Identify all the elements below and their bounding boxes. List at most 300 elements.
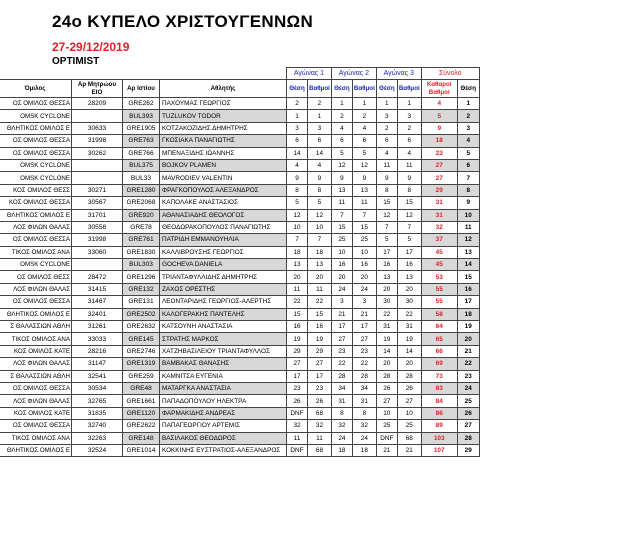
result-r2-points: 21 xyxy=(352,308,376,320)
result-r3-points: 8 xyxy=(397,184,421,196)
result-r2-points: 32 xyxy=(352,420,376,432)
table-row xyxy=(0,234,479,246)
column-header-row xyxy=(0,80,479,98)
result-athlete: ΒΑΣΙΛΑΚΟΣ ΘΕΟΔΩΡΟΣ xyxy=(160,432,287,444)
result-reg-no: 33060 xyxy=(72,246,123,258)
result-reg-no: 33033 xyxy=(72,333,123,345)
result-r1-points: 5 xyxy=(308,197,332,209)
result-sail-no: GRE1905 xyxy=(123,122,160,134)
result-rank: 24 xyxy=(457,382,479,394)
result-athlete: ΦΡΑΓΚΟΠΟΥΛΟΣ ΑΛΕΞΑΝΔΡΟΣ xyxy=(160,184,287,196)
result-net-points: 107 xyxy=(421,444,457,456)
result-r1-position: 3 xyxy=(287,122,308,134)
result-r1-position: 4 xyxy=(287,159,308,171)
result-r2-points: 31 xyxy=(352,395,376,407)
result-athlete: ΓΚΟΣΙΑΚΑ ΠΑΝΑΓΙΩΤΗΣ xyxy=(160,135,287,147)
result-rank: 23 xyxy=(457,370,479,382)
result-club: OMSK CYCLONE xyxy=(0,110,72,122)
result-r2-position: 34 xyxy=(331,382,352,394)
result-net-points: 18 xyxy=(421,135,457,147)
result-r3-points: 28 xyxy=(397,370,421,382)
table-row xyxy=(0,382,479,394)
race-header-row xyxy=(0,68,479,80)
result-club: OMSK CYCLONE xyxy=(0,159,72,171)
result-r1-position: 2 xyxy=(287,98,308,110)
result-r3-position: 4 xyxy=(376,147,397,159)
result-r1-points: 3 xyxy=(308,122,332,134)
result-r1-points: 18 xyxy=(308,246,332,258)
result-net-points: 103 xyxy=(421,432,457,444)
table-row xyxy=(0,370,479,382)
result-r1-position: 26 xyxy=(287,395,308,407)
result-r2-position: 18 xyxy=(331,444,352,456)
result-r3-position: 2 xyxy=(376,122,397,134)
col-r2-points: Βαθμοί xyxy=(352,80,376,98)
result-reg-no: 28216 xyxy=(72,345,123,357)
result-club: ΤΙΚΟΣ ΟΜΙΛΟΣ ΑΝΑ xyxy=(0,432,72,444)
result-club: ΚΟΣ ΟΜΙΛΟΣ ΚΑΤΕ xyxy=(0,345,72,357)
race-2-header: Αγώνας 2 xyxy=(331,68,376,80)
result-r2-points: 6 xyxy=(352,135,376,147)
result-reg-no: 30271 xyxy=(72,184,123,196)
result-r2-position: 4 xyxy=(331,122,352,134)
result-reg-no: 31415 xyxy=(72,283,123,295)
result-r2-points: 24 xyxy=(352,432,376,444)
table-row xyxy=(0,407,479,419)
result-r2-points: 23 xyxy=(352,345,376,357)
result-r3-points: 12 xyxy=(397,209,421,221)
result-r2-position: 15 xyxy=(331,221,352,233)
result-club: OMSK CYCLONE xyxy=(0,259,72,271)
result-net-points: 65 xyxy=(421,333,457,345)
result-reg-no: 31467 xyxy=(72,296,123,308)
result-r3-points: 4 xyxy=(397,147,421,159)
result-r1-position: 15 xyxy=(287,308,308,320)
result-r2-points: 10 xyxy=(352,246,376,258)
result-r2-points: 24 xyxy=(352,283,376,295)
result-net-points: 23 xyxy=(421,147,457,159)
result-rank: 21 xyxy=(457,345,479,357)
result-reg-no: 30558 xyxy=(72,221,123,233)
result-r2-position: 17 xyxy=(331,321,352,333)
page-title: 24ο ΚΥΠΕΛΟ ΧΡΙΣΤΟΥΓΕΝΝΩΝ xyxy=(52,12,314,31)
table-row xyxy=(0,420,479,432)
result-r2-points: 5 xyxy=(352,147,376,159)
result-rank: 17 xyxy=(457,296,479,308)
result-r2-position: 5 xyxy=(331,147,352,159)
result-r3-points: 68 xyxy=(397,432,421,444)
result-r2-position: 8 xyxy=(331,407,352,419)
result-r2-points: 25 xyxy=(352,234,376,246)
result-r3-position: 3 xyxy=(376,110,397,122)
result-reg-no: 31701 xyxy=(72,209,123,221)
result-rank: 5 xyxy=(457,147,479,159)
result-r3-points: 20 xyxy=(397,283,421,295)
result-athlete: ΠΑΠΑΓΕΩΡΓΙΟΥ ΑΡΤΕΜΙΣ xyxy=(160,420,287,432)
result-club: ΘΛΗΤΙΚΟΣ ΟΜΙΛΟΣ Ε xyxy=(0,444,72,456)
result-r1-position: 8 xyxy=(287,184,308,196)
result-athlete: ΠΑΠΑΔΟΠΟΥΛΟΥ ΗΛΕΚΤΡΑ xyxy=(160,395,287,407)
result-r2-points: 12 xyxy=(352,159,376,171)
result-reg-no xyxy=(72,159,123,171)
result-r3-position: 28 xyxy=(376,370,397,382)
result-sail-no: GRE1014 xyxy=(123,444,160,456)
result-r3-position: 5 xyxy=(376,234,397,246)
result-r3-position: 22 xyxy=(376,308,397,320)
result-net-points: 83 xyxy=(421,382,457,394)
table-row xyxy=(0,308,479,320)
result-r3-position: 11 xyxy=(376,159,397,171)
result-reg-no: 30633 xyxy=(72,122,123,134)
result-reg-no: 32765 xyxy=(72,395,123,407)
boat-class: OPTIMIST xyxy=(52,56,100,67)
result-r2-position: 31 xyxy=(331,395,352,407)
table-row xyxy=(0,184,479,196)
result-r1-points: 10 xyxy=(308,221,332,233)
result-sail-no: GRE2068 xyxy=(123,197,160,209)
result-athlete: ΦΑΡΜΑΚΙΔΗΣ ΑΝΔΡΕΑΣ xyxy=(160,407,287,419)
result-r1-position: 7 xyxy=(287,234,308,246)
result-reg-no: 30534 xyxy=(72,382,123,394)
result-net-points: 27 xyxy=(421,172,457,184)
result-r1-points: 22 xyxy=(308,296,332,308)
result-r3-points: 9 xyxy=(397,172,421,184)
result-club: ΟΣ ΟΜΙΛΟΣ ΘΕΣΣΑ xyxy=(0,234,72,246)
result-r1-points: 16 xyxy=(308,321,332,333)
result-sail-no: GRE2746 xyxy=(123,345,160,357)
result-r1-points: 14 xyxy=(308,147,332,159)
result-r2-points: 4 xyxy=(352,122,376,134)
result-r1-points: 15 xyxy=(308,308,332,320)
result-r1-points: 68 xyxy=(308,444,332,456)
result-net-points: 45 xyxy=(421,259,457,271)
result-rank: 29 xyxy=(457,444,479,456)
table-row xyxy=(0,147,479,159)
result-r1-position: 19 xyxy=(287,333,308,345)
table-row xyxy=(0,110,479,122)
result-r3-points: 19 xyxy=(397,333,421,345)
result-r3-position: 9 xyxy=(376,172,397,184)
result-athlete: MAVRODIEV VALENTIN xyxy=(160,172,287,184)
result-rank: 14 xyxy=(457,259,479,271)
result-r1-points: 11 xyxy=(308,283,332,295)
result-r2-points: 20 xyxy=(352,271,376,283)
result-athlete: ΛΕΟΝΤΑΡΙΔΗΣ ΓΕΩΡΓΙΟΣ-ΑΛΕΡΤΗΣ xyxy=(160,296,287,308)
event-dates: 27-29/12/2019 xyxy=(52,40,130,54)
result-r2-position: 12 xyxy=(331,159,352,171)
result-sail-no: GRE1296 xyxy=(123,271,160,283)
result-sail-no: GRE259 xyxy=(123,370,160,382)
result-r3-position: 8 xyxy=(376,184,397,196)
result-r3-points: 5 xyxy=(397,234,421,246)
table-row xyxy=(0,358,479,370)
result-reg-no: 32740 xyxy=(72,420,123,432)
table-row xyxy=(0,271,479,283)
result-r1-position: 22 xyxy=(287,296,308,308)
result-r3-position: 26 xyxy=(376,382,397,394)
result-r1-points: 9 xyxy=(308,172,332,184)
col-rank: Θέση xyxy=(457,80,479,98)
table-row xyxy=(0,135,479,147)
result-rank: 7 xyxy=(457,172,479,184)
result-athlete: ΚΑΛΟΓΕΡΑΚΗΣ ΠΑΝΤΕΛΗΣ xyxy=(160,308,287,320)
result-sail-no: GRE761 xyxy=(123,234,160,246)
result-rank: 11 xyxy=(457,221,479,233)
result-r1-points: 17 xyxy=(308,370,332,382)
result-sail-no: BUL33 xyxy=(123,172,160,184)
result-r1-position: 1 xyxy=(287,110,308,122)
result-club: ΚΟΣ ΟΜΙΛΟΣ ΚΑΤΕ xyxy=(0,407,72,419)
result-net-points: 5 xyxy=(421,110,457,122)
col-reg-no: Αρ Μητρώου ΕΙΟ xyxy=(72,80,123,98)
result-r3-points: 7 xyxy=(397,221,421,233)
result-r1-position: 20 xyxy=(287,271,308,283)
result-reg-no: 31835 xyxy=(72,407,123,419)
result-reg-no xyxy=(72,110,123,122)
result-r3-position: 21 xyxy=(376,444,397,456)
result-athlete: ΜΑΤΑΡΓΚΑ ΑΝΑΣΤΑΣΙΑ xyxy=(160,382,287,394)
result-r2-points: 15 xyxy=(352,221,376,233)
result-sail-no: GRE1661 xyxy=(123,395,160,407)
result-rank: 25 xyxy=(457,395,479,407)
result-r2-points: 3 xyxy=(352,296,376,308)
result-net-points: 53 xyxy=(421,271,457,283)
result-r2-points: 17 xyxy=(352,321,376,333)
result-rank: 16 xyxy=(457,283,479,295)
result-rank: 2 xyxy=(457,110,479,122)
col-club: Όμιλος xyxy=(0,80,72,98)
result-r2-position: 11 xyxy=(331,197,352,209)
result-sail-no: GRE1319 xyxy=(123,358,160,370)
result-r2-points: 22 xyxy=(352,358,376,370)
result-r1-points: 2 xyxy=(308,98,332,110)
result-r3-points: 27 xyxy=(397,395,421,407)
result-r3-position: 17 xyxy=(376,246,397,258)
result-r2-points: 18 xyxy=(352,444,376,456)
result-net-points: 27 xyxy=(421,159,457,171)
result-club: ΟΣ ΟΜΙΛΟΣ ΘΕΣΣΑ xyxy=(0,98,72,110)
result-athlete: ΤΡΙΑΝΤΑΦΥΛΛΙΔΗΣ ΔΗΜΗΤΡΗΣ xyxy=(160,271,287,283)
result-r3-points: 13 xyxy=(397,271,421,283)
result-club: OMSK CYCLONE xyxy=(0,172,72,184)
col-r3-position: Θέση xyxy=(376,80,397,98)
result-athlete: ΒΑΜΒΑΚΑΣ ΘΑΝΑΣΗΣ xyxy=(160,358,287,370)
table-row xyxy=(0,159,479,171)
result-club: ΚΟΣ ΟΜΙΛΟΣ ΘΕΣΣΑ xyxy=(0,197,72,209)
result-r1-points: 7 xyxy=(308,234,332,246)
result-athlete: ΚΑΜΝΙΤΣΑ ΕΥΓΕΝΙΑ xyxy=(160,370,287,382)
result-net-points: 29 xyxy=(421,184,457,196)
result-sail-no: GRE148 xyxy=(123,432,160,444)
result-net-points: 86 xyxy=(421,407,457,419)
result-club: Σ ΘΑΛΑΣΣΙΩΝ ΑΘΛΗ xyxy=(0,321,72,333)
result-r3-points: 17 xyxy=(397,246,421,258)
col-r1-points: Βαθμοί xyxy=(308,80,332,98)
result-rank: 15 xyxy=(457,271,479,283)
table-row xyxy=(0,432,479,444)
result-r1-points: 1 xyxy=(308,110,332,122)
result-r3-points: 16 xyxy=(397,259,421,271)
result-r3-position: 30 xyxy=(376,296,397,308)
result-r2-position: 6 xyxy=(331,135,352,147)
result-rank: 1 xyxy=(457,98,479,110)
result-r2-position: 16 xyxy=(331,259,352,271)
result-sail-no: GRE132 xyxy=(123,283,160,295)
result-net-points: 31 xyxy=(421,209,457,221)
result-reg-no: 32401 xyxy=(72,308,123,320)
result-r3-points: 31 xyxy=(397,321,421,333)
table-row xyxy=(0,197,479,209)
result-net-points: 58 xyxy=(421,308,457,320)
result-r1-points: 29 xyxy=(308,345,332,357)
result-r3-position: DNF xyxy=(376,432,397,444)
result-r3-points: 6 xyxy=(397,135,421,147)
result-club: ΤΙΚΟΣ ΟΜΙΛΟΣ ΑΝΑ xyxy=(0,333,72,345)
result-r3-points: 15 xyxy=(397,197,421,209)
result-r2-position: 24 xyxy=(331,432,352,444)
result-r1-position: 11 xyxy=(287,283,308,295)
result-r2-position: 1 xyxy=(331,98,352,110)
result-sail-no: GRE1120 xyxy=(123,407,160,419)
result-rank: 4 xyxy=(457,135,479,147)
result-club: ΟΣ ΟΜΙΛΟΣ ΘΕΣΣΑ xyxy=(0,382,72,394)
result-r3-position: 7 xyxy=(376,221,397,233)
result-r3-points: 21 xyxy=(397,444,421,456)
result-r3-position: 20 xyxy=(376,358,397,370)
result-athlete: ΘΕΟΔΩΡΑΚΟΠΟΥΛΟΣ ΠΑΝΑΓΙΩΤΗΣ xyxy=(160,221,287,233)
result-r2-position: 24 xyxy=(331,283,352,295)
result-r2-position: 27 xyxy=(331,333,352,345)
result-athlete: ΜΠΕΝΑΞΙΔΗΣ ΙΩΑΝΝΗΣ xyxy=(160,147,287,159)
result-rank: 26 xyxy=(457,407,479,419)
result-r2-position: 21 xyxy=(331,308,352,320)
result-net-points: 69 xyxy=(421,358,457,370)
result-r3-position: 6 xyxy=(376,135,397,147)
table-row xyxy=(0,246,479,258)
result-r2-position: 9 xyxy=(331,172,352,184)
result-reg-no: 31998 xyxy=(72,234,123,246)
result-r3-position: 31 xyxy=(376,321,397,333)
result-net-points: 37 xyxy=(421,234,457,246)
result-rank: 12 xyxy=(457,234,479,246)
result-r1-position: 17 xyxy=(287,370,308,382)
result-r3-points: 14 xyxy=(397,345,421,357)
result-club: ΘΛΗΤΙΚΟΣ ΟΜΙΛΟΣ Ε xyxy=(0,209,72,221)
result-r2-position: 2 xyxy=(331,110,352,122)
result-r1-position: 10 xyxy=(287,221,308,233)
result-club: ΟΣ ΟΜΙΛΟΣ ΘΕΣΣΑ xyxy=(0,135,72,147)
result-sail-no: GRE78 xyxy=(123,221,160,233)
result-r2-points: 7 xyxy=(352,209,376,221)
result-athlete: GOCHEVA DANIELA xyxy=(160,259,287,271)
result-rank: 27 xyxy=(457,420,479,432)
table-row xyxy=(0,333,479,345)
result-net-points: 31 xyxy=(421,197,457,209)
col-r1-position: Θέση xyxy=(287,80,308,98)
table-row xyxy=(0,122,479,134)
result-rank: 19 xyxy=(457,321,479,333)
results-table xyxy=(0,67,480,457)
result-net-points: 89 xyxy=(421,420,457,432)
result-athlete: ΚΟΤΖΑΚΟΖΙΔΗΣ ΔΗΜΗΤΡΗΣ xyxy=(160,122,287,134)
result-rank: 6 xyxy=(457,159,479,171)
result-club: ΛΟΣ ΦΙΛΩΝ ΘΑΛΑΣ xyxy=(0,358,72,370)
result-athlete: ΖΑΧΟΣ ΟΡΕΣΤΗΣ xyxy=(160,283,287,295)
result-rank: 20 xyxy=(457,333,479,345)
result-rank: 28 xyxy=(457,432,479,444)
result-sail-no: GRE2632 xyxy=(123,321,160,333)
result-r2-position: 13 xyxy=(331,184,352,196)
result-sail-no: BUL375 xyxy=(123,159,160,171)
table-row xyxy=(0,259,479,271)
result-r2-position: 25 xyxy=(331,234,352,246)
result-reg-no: 28472 xyxy=(72,271,123,283)
result-r1-position: 23 xyxy=(287,382,308,394)
result-r2-points: 1 xyxy=(352,98,376,110)
result-r1-points: 23 xyxy=(308,382,332,394)
result-rank: 13 xyxy=(457,246,479,258)
result-r3-position: 19 xyxy=(376,333,397,345)
result-net-points: 55 xyxy=(421,283,457,295)
result-net-points: 9 xyxy=(421,122,457,134)
result-sail-no: BUL393 xyxy=(123,110,160,122)
result-reg-no: 30262 xyxy=(72,147,123,159)
result-net-points: 32 xyxy=(421,221,457,233)
result-r3-position: 27 xyxy=(376,395,397,407)
result-athlete: ΣΤΡΑΤΗΣ ΜΑΡΚΟΣ xyxy=(160,333,287,345)
result-club: ΘΛΗΤΙΚΟΣ ΟΜΙΛΟΣ Ε xyxy=(0,122,72,134)
result-sail-no: GRE262 xyxy=(123,98,160,110)
result-r1-position: 14 xyxy=(287,147,308,159)
result-r3-points: 3 xyxy=(397,110,421,122)
result-r3-position: 25 xyxy=(376,420,397,432)
results-body xyxy=(0,98,479,457)
result-r1-position: 29 xyxy=(287,345,308,357)
result-club: ΟΣ ΟΜΙΛΟΣ ΘΕΣΣ xyxy=(0,271,72,283)
result-net-points: 73 xyxy=(421,370,457,382)
result-r1-position: 18 xyxy=(287,246,308,258)
table-row xyxy=(0,395,479,407)
result-r3-points: 26 xyxy=(397,382,421,394)
result-club: Σ ΘΑΛΑΣΣΙΩΝ ΑΘΛΗ xyxy=(0,370,72,382)
result-r1-points: 26 xyxy=(308,395,332,407)
result-sail-no: GRE2622 xyxy=(123,420,160,432)
result-sail-no: BUL303 xyxy=(123,259,160,271)
result-r2-position: 10 xyxy=(331,246,352,258)
result-reg-no xyxy=(72,259,123,271)
table-row xyxy=(0,444,479,456)
result-r3-position: 12 xyxy=(376,209,397,221)
result-rank: 10 xyxy=(457,209,479,221)
result-r3-points: 20 xyxy=(397,358,421,370)
result-net-points: 84 xyxy=(421,395,457,407)
result-r3-position: 16 xyxy=(376,259,397,271)
result-r3-points: 2 xyxy=(397,122,421,134)
result-r3-points: 11 xyxy=(397,159,421,171)
result-net-points: 45 xyxy=(421,246,457,258)
result-rank: 9 xyxy=(457,197,479,209)
total-header: Σύνολο xyxy=(421,68,479,80)
result-sail-no: GRE48 xyxy=(123,382,160,394)
result-club: ΟΣ ΟΜΙΛΟΣ ΘΕΣΣΑ xyxy=(0,147,72,159)
result-r2-position: 7 xyxy=(331,209,352,221)
result-r1-position: 11 xyxy=(287,432,308,444)
table-row xyxy=(0,345,479,357)
result-r1-position: DNF xyxy=(287,407,308,419)
result-r1-points: 11 xyxy=(308,432,332,444)
result-r1-points: 13 xyxy=(308,259,332,271)
result-reg-no: 31261 xyxy=(72,321,123,333)
